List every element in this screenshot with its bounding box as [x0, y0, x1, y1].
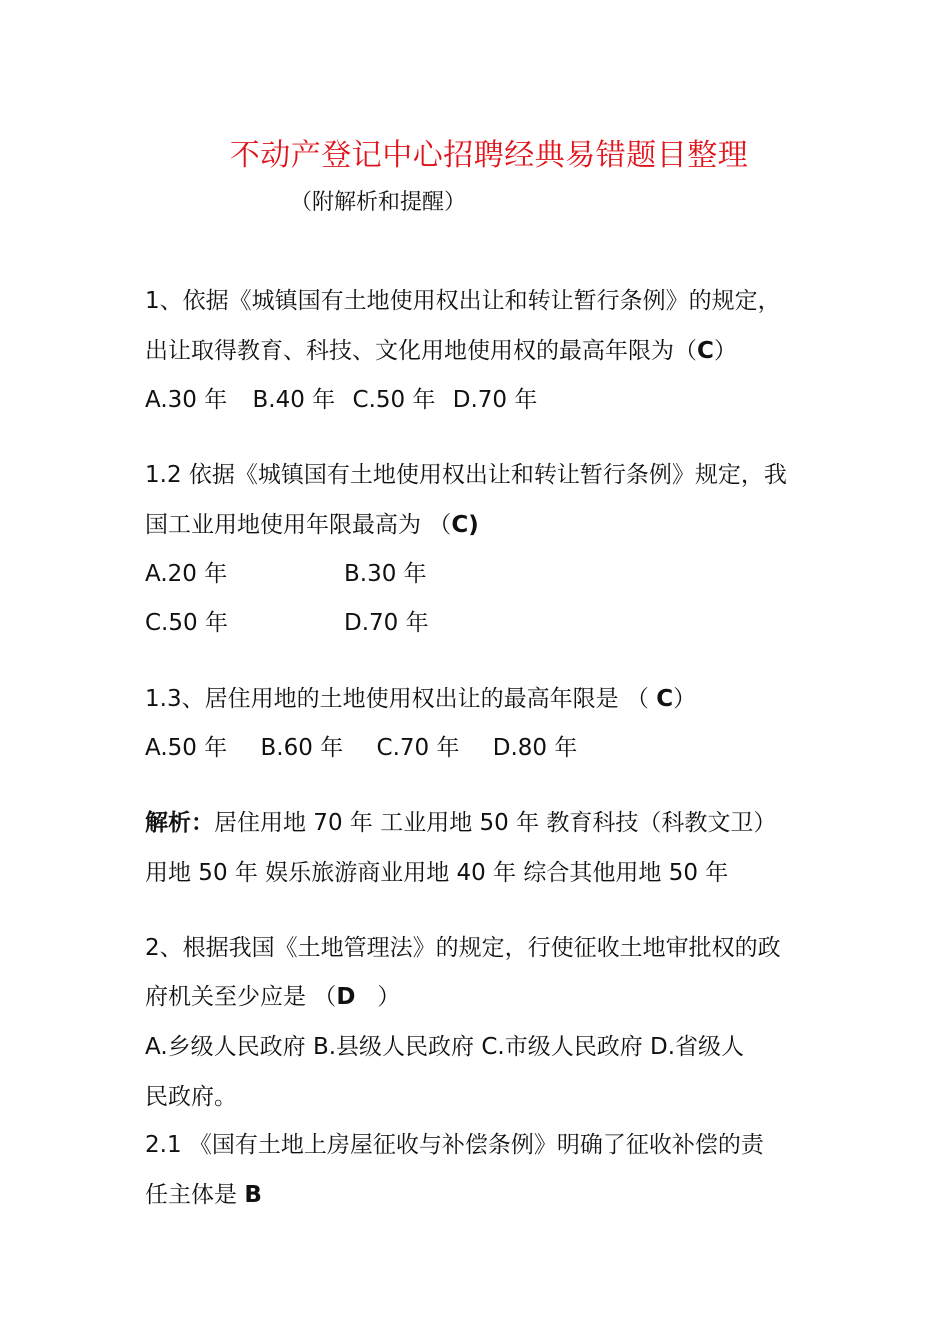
q1-option-c: C.50 年 [352, 387, 436, 413]
q1-2-line1: 1.2 依据《城镇国有土地使用权出让和转让暂行条例》规定，我 [145, 462, 787, 488]
q1-3-line1 [145, 684, 696, 714]
q1-stem: 出让取得教育、科技、文化用地使用权的最高年限为（ [145, 338, 697, 364]
q2-1-answer: B [244, 1182, 262, 1208]
q1-2-options-row1 [145, 559, 427, 589]
q1-2-line2 [145, 510, 479, 540]
q1-option-a: A.30 年 [145, 387, 228, 413]
q1-3-options [145, 733, 577, 763]
analysis-line2: 用地 50 年 娱乐旅游商业用地 40 年 综合其他用地 50 年 [145, 860, 729, 886]
q2-line2 [145, 982, 400, 1012]
analysis-text1: 居住用地 70 年 工业用地 50 年 教育科技（科教文卫） [214, 810, 777, 836]
q1-3-option-a: A.50 年 [145, 735, 228, 761]
q1-answer: C [697, 338, 714, 364]
q1-2-option-b: B.30 年 [344, 561, 427, 587]
q1-2-options-row2 [145, 608, 429, 638]
document-subtitle: （附解析和提醒） [290, 190, 467, 215]
q1-3-option-c: C.70 年 [376, 735, 460, 761]
q1-3-answer: C [656, 686, 674, 712]
q1-2-answer: C) [451, 512, 479, 538]
q1-2-option-d: D.70 年 [344, 610, 429, 636]
q1-2-option-a: A.20 年 [145, 561, 228, 587]
q1-line2 [145, 336, 737, 366]
q2-stem: 府机关至少应是 （ [145, 984, 337, 1010]
q1-3-option-d: D.80 年 [492, 735, 578, 761]
q2-1-line2 [145, 1180, 262, 1210]
q1-option-d: D.70 年 [452, 387, 538, 413]
q1-options [145, 385, 537, 415]
q1-2-option-c: C.50 年 [145, 610, 228, 636]
q2-line1: 2、根据我国《土地管理法》的规定，行使征收土地审批权的政 [145, 935, 781, 961]
analysis-line1 [145, 808, 776, 838]
q1-3-option-b: B.60 年 [260, 735, 344, 761]
document-title: 不动产登记中心招聘经典易错题目整理 [229, 138, 749, 173]
q1-line1: 1、依据《城镇国有土地使用权出让和转让暂行条例》的规定， [145, 288, 781, 314]
q1-close: ） [713, 338, 737, 364]
q2-options: A.乡级人民政府 B.县级人民政府 C.市级人民政府 D.省级人 [145, 1034, 745, 1060]
q1-3-close: ） [673, 686, 697, 712]
q2-1-stem: 任主体是 [145, 1182, 245, 1208]
q2-answer: D [336, 984, 356, 1010]
q1-option-b: B.40 年 [252, 387, 336, 413]
q1-3-stem: 1.3、居住用地的土地使用权出让的最高年限是 （ [145, 686, 657, 712]
analysis-label: 解析： [145, 810, 214, 836]
q2-close: ） [355, 984, 401, 1010]
q2-1-line1: 2.1 《国有土地上房屋征收与补偿条例》明确了征收补偿的责 [145, 1132, 764, 1158]
q2-options-cont: 民政府。 [145, 1084, 237, 1110]
q1-2-stem: 国工业用地使用年限最高为 （ [145, 512, 452, 538]
